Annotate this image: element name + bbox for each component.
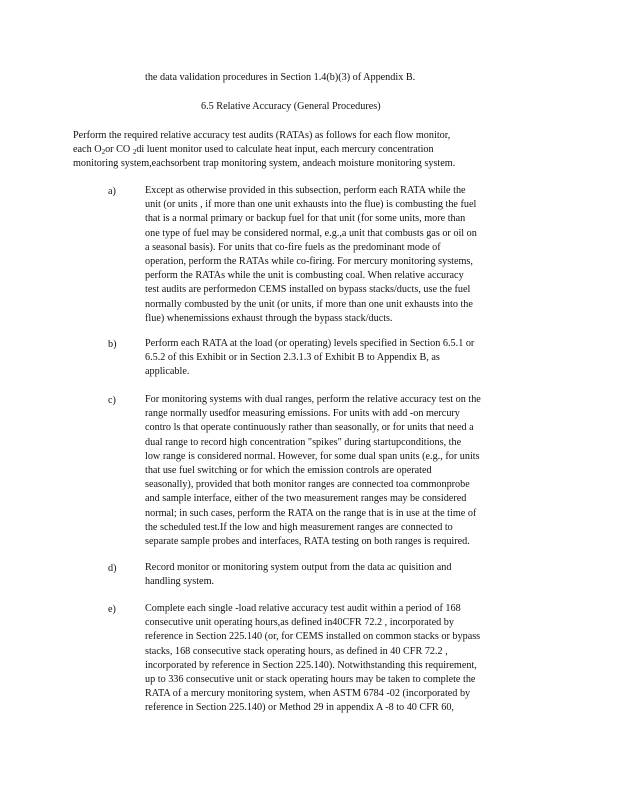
item-e-line: Complete each single -load relative accuracy test audit within a period of 168 (145, 603, 461, 614)
item-e-text (145, 602, 535, 716)
item-c-line: separate sample probes and interfaces, RATA testing on both ranges is required. (145, 536, 470, 548)
item-e-line: stacks, 168 consecutive stack operating hours, as defined in 40 CFR 72.2 , (145, 645, 448, 657)
intro-para-line-2 (73, 144, 523, 156)
item-c-line: contro ls that operate continuously rather than seasonally, or for units that need a (145, 422, 474, 434)
oxygen-subscript: 2 (101, 148, 106, 156)
item-a-line: perform the RATAs while the unit is combusting coal. When relative accuracy (145, 270, 464, 282)
item-d-line: handling system. (145, 576, 215, 588)
item-e-line: reference in Section 225.140) or Method 29 in appendix A -8 to 40 CFR 60, (145, 702, 454, 714)
item-e-line: reference in Section 225.140 (or, for CEMS installed on common stacks or bypass (145, 631, 481, 643)
intro-para-line-1: Perform the required relative accuracy test audits (RATAs) as follows for each flow monitor, (73, 130, 451, 141)
item-b-line: applicable. (145, 366, 190, 378)
item-c-line: normal; in such cases, perform the RATA on the range that is in use at the time of (145, 507, 477, 519)
item-a-line: unit (or units , if more than one unit exhausts into the flue) is combusting the fuel (145, 199, 477, 211)
item-a-line: test audits are performedon CEMS installed on bypass stacks/ducts, use the fuel (145, 284, 471, 296)
item-c-line: the scheduled test.If the low and high measurement ranges are connected to (145, 521, 453, 533)
item-a-line: one type of fuel may be considered normal, e.g.,a unit that combusts gas or oil on (145, 227, 477, 239)
item-c-line: low range is considered normal. However, for some dual span units (e.g., for units (145, 450, 480, 462)
item-e-line: RATA of a mercury monitoring system, when ASTM 6784 -02 (incorporated by (145, 688, 471, 700)
para-text-a: each O (73, 144, 102, 155)
item-b-line: Perform each RATA at the load (or operating) levels specified in Section 6.5.1 or (145, 338, 475, 349)
item-a-line: operation, perform the RATAs while co-firing. For mercury monitoring systems, (145, 256, 473, 268)
item-b-text (145, 337, 535, 380)
item-e-line: consecutive unit operating hours,as defined in40CFR 72.2 , incorporated by (145, 617, 454, 629)
item-c-line: seasonally), provided that both monitor ranges are connected toa commonprobe (145, 479, 470, 491)
item-c-line: and sample interface, either of the two measurement ranges may be considered (145, 493, 467, 505)
item-c-text (145, 393, 535, 549)
item-d-text (145, 561, 535, 589)
item-c-label: c) (108, 395, 116, 406)
item-c-line: range normally usedfor measuring emissions. For units with add -on mercury (145, 408, 460, 420)
item-d-line: Record monitor or monitoring system output from the data ac quisition and (145, 562, 452, 573)
item-a-line: that is a normal primary or backup fuel for that unit (for some units, more than (145, 213, 466, 225)
item-a-line: Except as otherwise provided in this subsection, perform each RATA while the (145, 185, 466, 196)
item-e-line: incorporated by reference in Section 225.140). Notwithstanding this requirement, (145, 659, 477, 671)
co2-subscript: 2 (132, 148, 137, 156)
section-heading: 6.5 Relative Accuracy (General Procedures) (201, 101, 381, 112)
item-c-line: dual range to record high concentration "spikes" during startupconditions, the (145, 436, 462, 448)
item-a-line: flue) whenemissions exhaust through the bypass stack/ducts. (145, 312, 393, 324)
item-a-line: normally combusted by the unit (or units, if more than one unit exhausts into the (145, 298, 473, 310)
item-a-text (145, 184, 535, 326)
item-b-line: 6.5.2 of this Exhibit or in Section 2.3.1.3 of Exhibit B to Appendix B, as (145, 352, 440, 364)
item-e-label: e) (108, 604, 116, 615)
item-c-line: For monitoring systems with dual ranges, perform the relative accuracy test on the (145, 394, 481, 405)
para-text-c: di luent monitor used to calculate heat input, each mercury concentration (136, 144, 434, 155)
intro-line: the data validation procedures in Section 1.4(b)(3) of Appendix B. (145, 72, 416, 83)
item-c-line: that use fuel switching or for which the emission controls are operated (145, 465, 432, 477)
intro-para-line-3: monitoring system,eachsorbent trap monitoring system, andeach moisture monitoring system. (73, 158, 456, 169)
item-a-line: a seasonal basis). For units that co-fire fuels as the predominant mode of (145, 241, 441, 253)
item-a-label: a) (108, 186, 116, 197)
item-e-line: up to 336 consecutive unit or stack operating hours may be taken to complete the (145, 674, 476, 686)
item-d-label: d) (108, 563, 117, 574)
para-text-b: or CO (105, 144, 133, 155)
item-b-label: b) (108, 339, 117, 350)
